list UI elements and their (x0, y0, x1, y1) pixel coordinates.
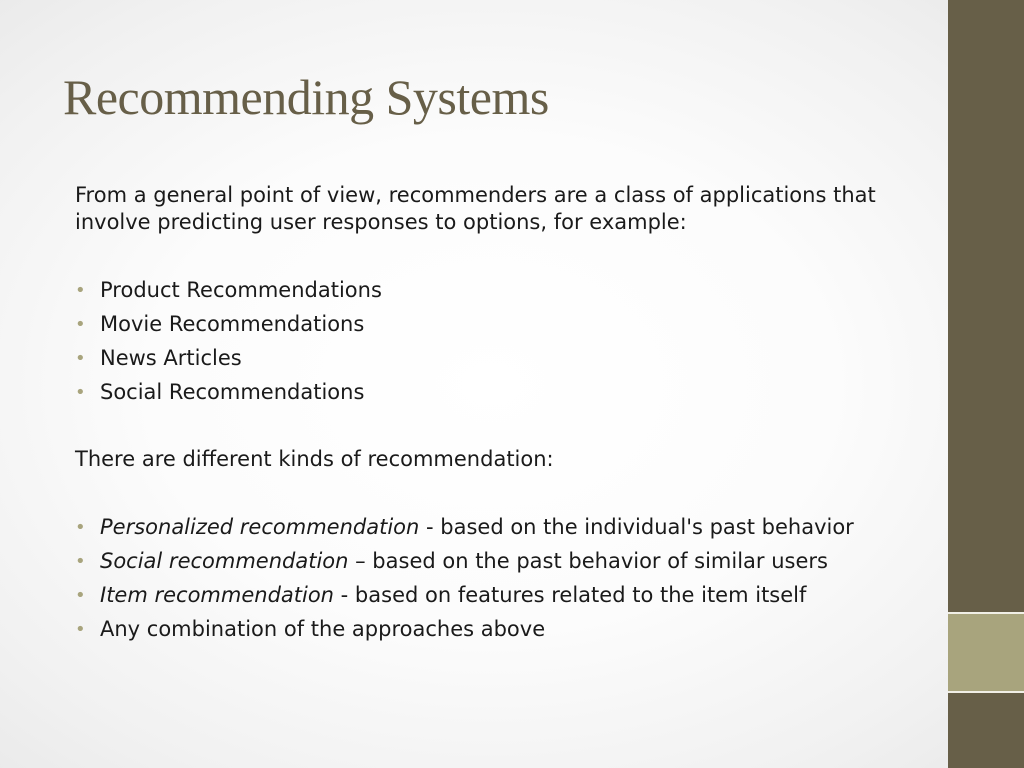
list-item (75, 582, 915, 609)
list-item (75, 548, 915, 575)
slide-title: Recommending Systems (63, 69, 549, 125)
kind-description: - based on the individual's past behavior (419, 515, 854, 539)
bullet-icon: • (75, 382, 86, 403)
examples-list (75, 277, 915, 406)
sidebar-divider (948, 691, 1024, 693)
kind-description: - based on features related to the item itself (334, 583, 807, 607)
kind-description: Any combination of the approaches above (100, 617, 546, 641)
list-item (75, 277, 915, 304)
kinds-paragraph: There are different kinds of recommendation: (75, 447, 554, 471)
bullet-icon: • (75, 314, 86, 335)
bullet-icon: • (75, 280, 86, 301)
example-product: Product Recommendations (100, 278, 382, 302)
list-item (75, 311, 915, 338)
bullet-icon: • (75, 348, 86, 369)
bullet-icon: • (75, 619, 86, 640)
example-movie: Movie Recommendations (100, 312, 365, 336)
list-item (75, 616, 915, 643)
example-news: News Articles (100, 346, 242, 370)
kind-term: Social recommendation (100, 549, 349, 573)
kind-term: Item recommendation (100, 583, 334, 607)
bullet-icon: • (75, 517, 86, 538)
sidebar-accent-band (948, 614, 1024, 691)
example-social: Social Recommendations (100, 380, 365, 404)
list-item (75, 379, 915, 406)
list-item (75, 345, 915, 372)
intro-paragraph: From a general point of view, recommenders are a class of applications that involve predicting user responses to options, for example: (75, 183, 876, 234)
bullet-icon: • (75, 585, 86, 606)
slide-body (75, 182, 915, 643)
list-item (75, 514, 915, 541)
bullet-icon: • (75, 551, 86, 572)
kinds-list (75, 514, 915, 643)
kind-term: Personalized recommendation (100, 515, 420, 539)
sidebar-decoration (948, 0, 1024, 768)
kind-description: – based on the past behavior of similar users (348, 549, 828, 573)
